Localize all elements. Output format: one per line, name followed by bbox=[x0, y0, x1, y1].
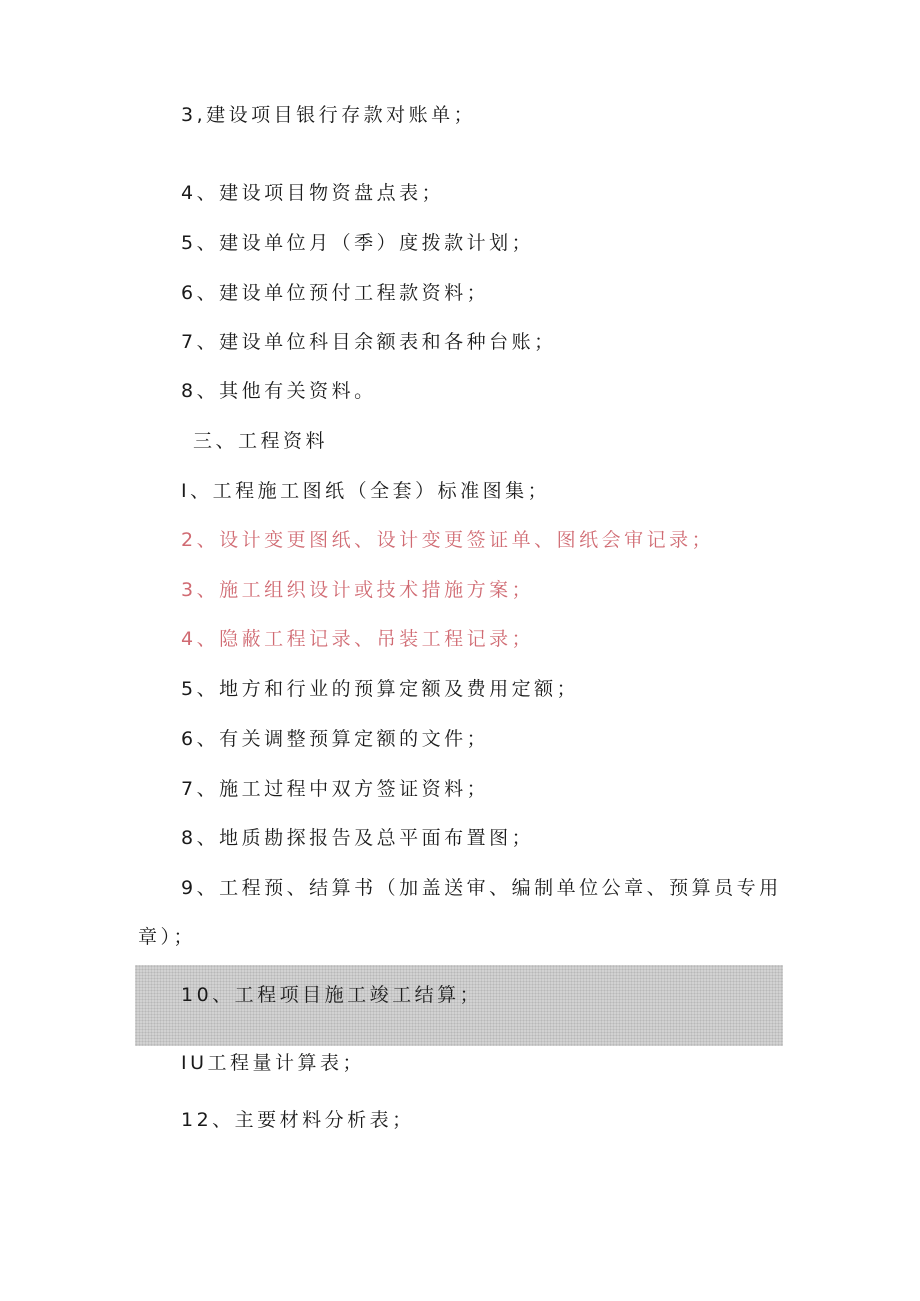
line-account-balance: 7、建设单位科目余额表和各种台账； bbox=[181, 331, 557, 353]
line-concealed-works: 4、隐蔽工程记录、吊装工程记录； bbox=[181, 628, 535, 650]
line-settlement-book: 9、工程预、结算书（加盖送审、编制单位公章、预算员专用 bbox=[181, 877, 782, 899]
line-drawings: I、工程施工图纸（全套）标准图集； bbox=[181, 480, 551, 502]
line-material-analysis: 12、主要材料分析表； bbox=[181, 1109, 415, 1131]
line-budget-quota: 5、地方和行业的预算定额及费用定额； bbox=[181, 678, 580, 700]
line-bilateral-visas: 7、施工过程中双方签证资料； bbox=[181, 778, 490, 800]
section-heading: 三、工程资料 bbox=[193, 430, 329, 452]
line-prepaid-funds: 6、建设单位预付工程款资料； bbox=[181, 282, 490, 304]
line-bank-statement: 3,建设项目银行存款对账单； bbox=[181, 104, 477, 126]
line-design-changes: 2、设计变更图纸、设计变更签证单、图纸会审记录； bbox=[181, 529, 715, 551]
line-funding-plan: 5、建设单位月（季）度拨款计划； bbox=[181, 232, 535, 254]
line-completion-settlement: 10、工程项目施工竣工结算； bbox=[181, 984, 483, 1006]
line-other-materials: 8、其他有关资料。 bbox=[181, 380, 377, 402]
line-quantity-sheet: IU工程量计算表； bbox=[181, 1052, 366, 1074]
line-quota-adjustments: 6、有关调整预算定额的文件； bbox=[181, 728, 490, 750]
line-geological-report: 8、地质勘探报告及总平面布置图； bbox=[181, 827, 535, 849]
line-construction-plan: 3、施工组织设计或技术措施方案； bbox=[181, 579, 535, 601]
line-material-inventory: 4、建设项目物资盘点表； bbox=[181, 182, 445, 204]
line-settlement-book-cont: 章）； bbox=[138, 926, 197, 948]
